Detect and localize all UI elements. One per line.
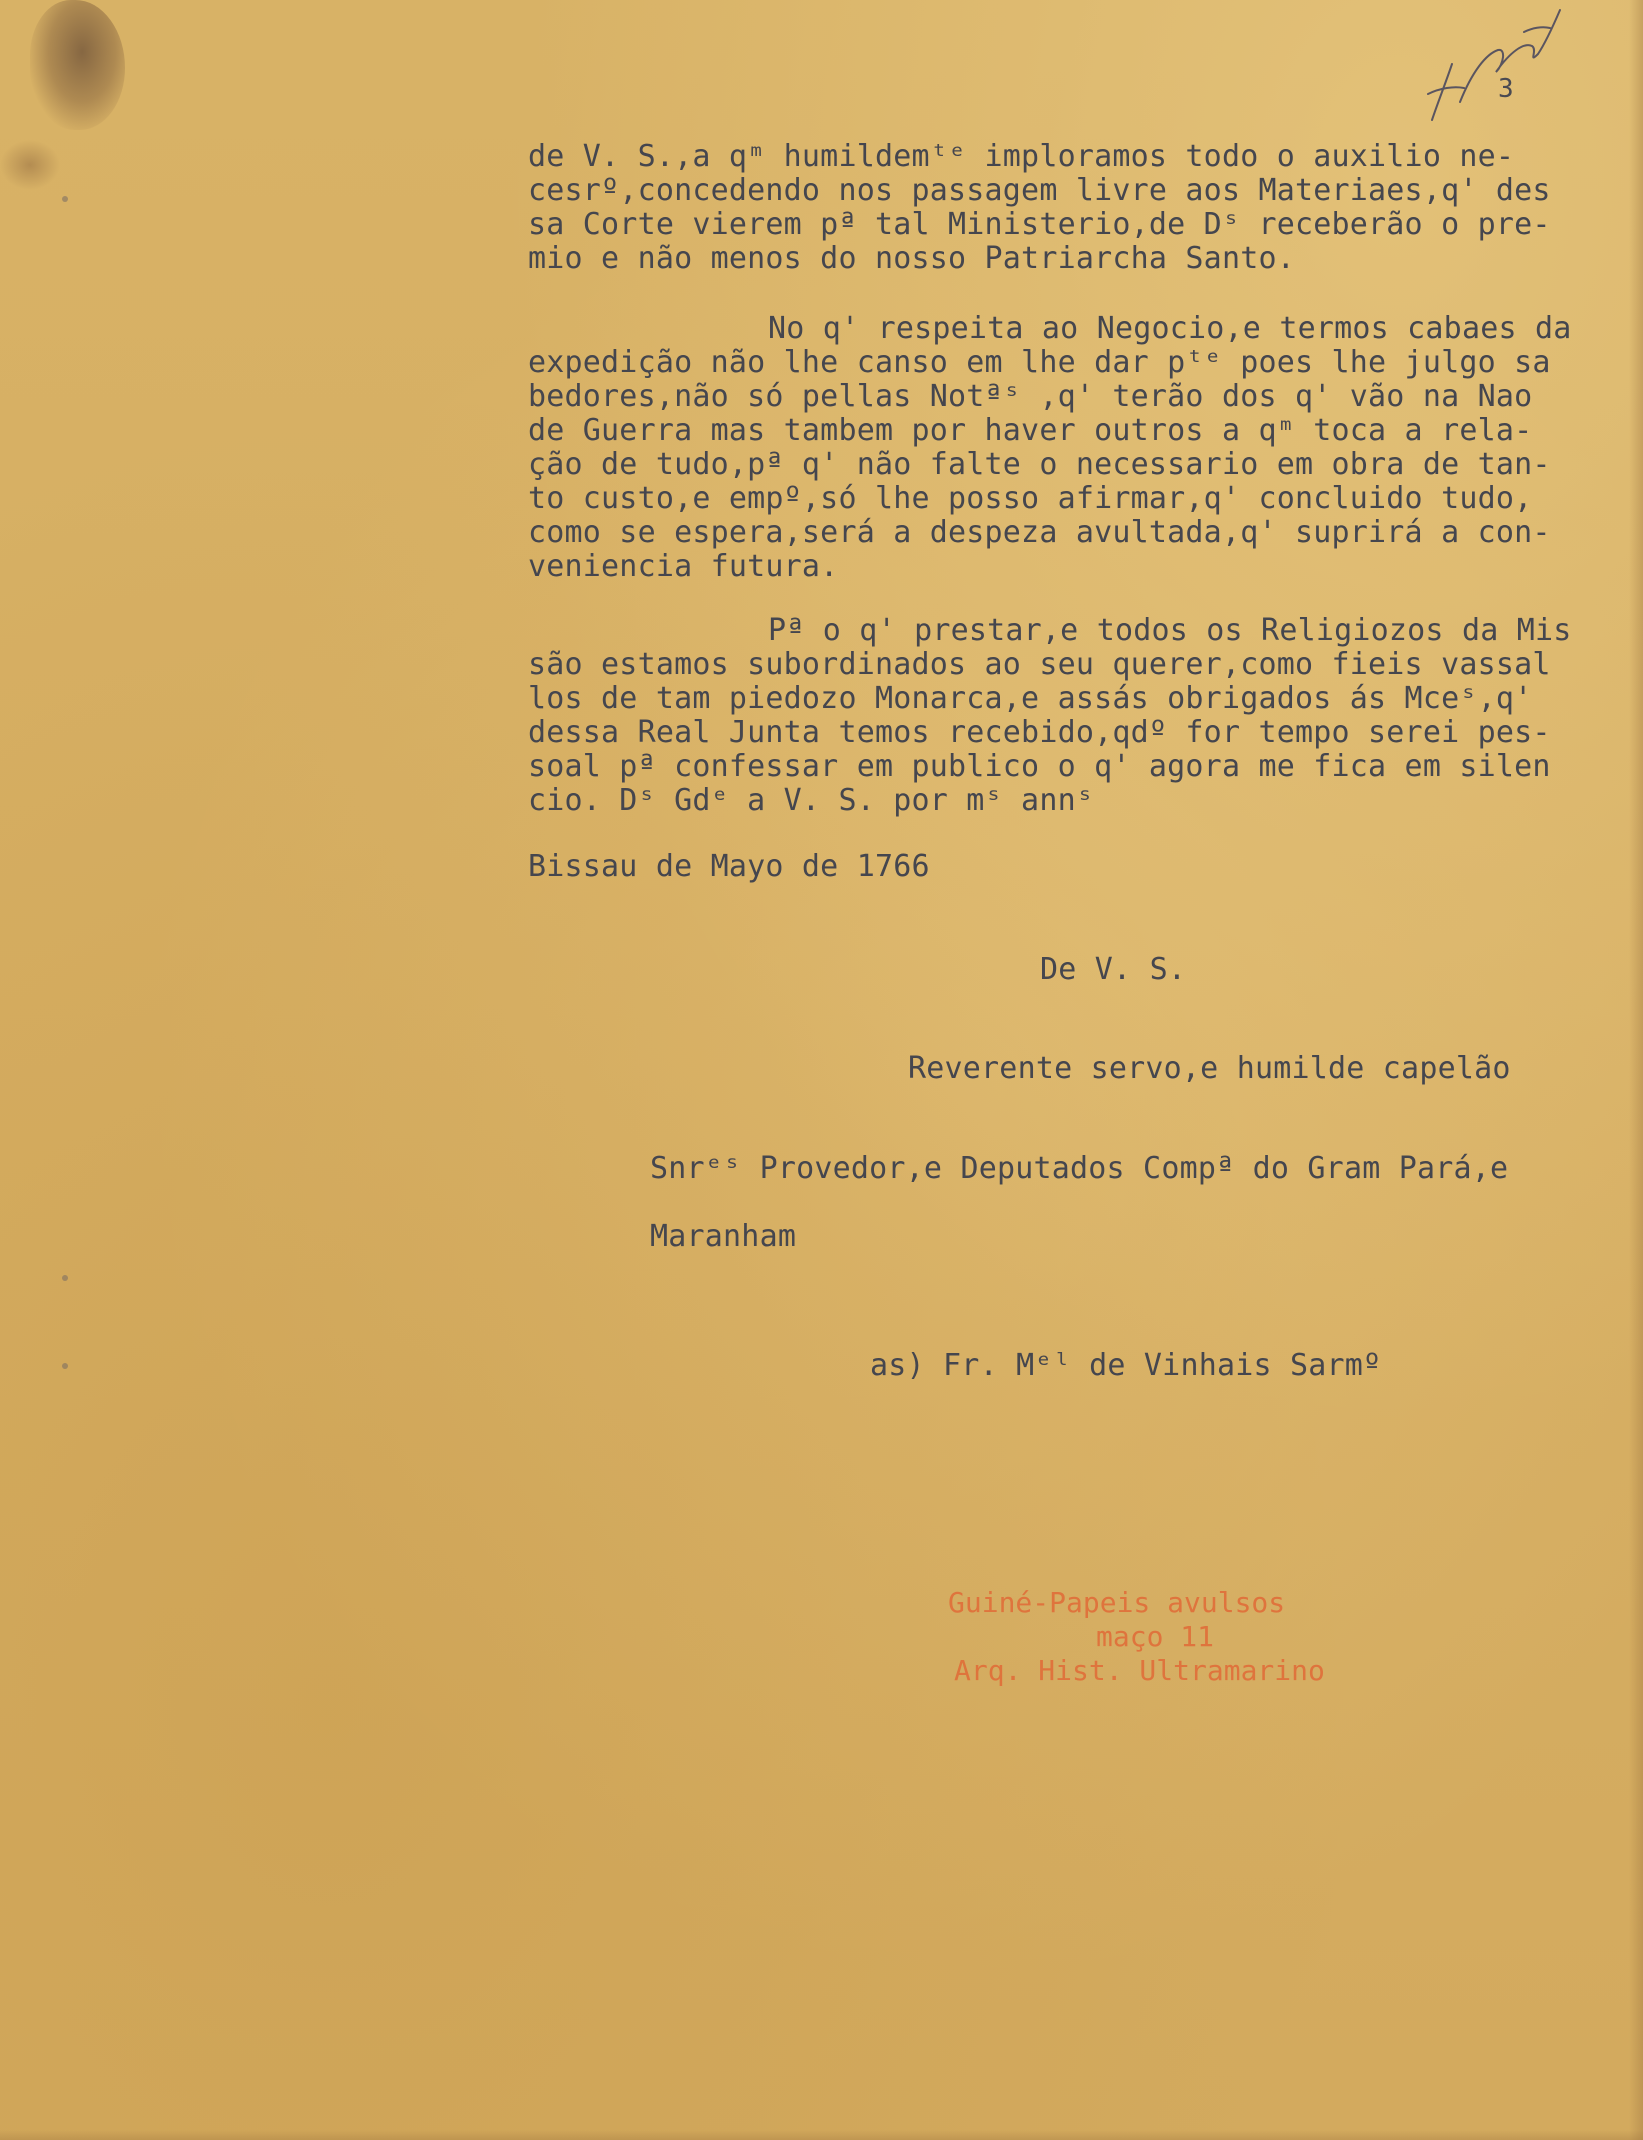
archive-stamp-line: maço 11 <box>1096 1620 1215 1653</box>
text-line: los de tam piedozo Monarca,e assás obrigados ás Mceˢ,q' <box>528 681 1533 716</box>
text-line: Pª o q' prestar,e todos os Religiozos da Mis <box>768 613 1572 648</box>
signature-line: as) Fr. Mᵉˡ de Vinhais Sarmº <box>870 1348 1382 1383</box>
addressee-line: Maranham <box>650 1219 797 1254</box>
text-line: de Guerra mas tambem por haver outros a qᵐ toca a rela- <box>528 413 1533 448</box>
letter-closing: De V. S. <box>1040 952 1187 987</box>
paper-edge-bottom <box>0 2130 1643 2140</box>
text-line: dessa Real Junta temos recebido,qdº for tempo serei pes- <box>528 715 1551 750</box>
text-line: No q' respeita ao Negocio,e termos cabaes da <box>768 311 1572 346</box>
text-line: cesrº,concedendo nos passagem livre aos Materiaes,q' des <box>528 173 1551 208</box>
servant-line: Reverente servo,e humilde capelão <box>908 1051 1511 1086</box>
text-line: bedores,não só pellas Notªˢ ,q' terão dos q' vão na Nao <box>528 379 1533 414</box>
text-line: ção de tudo,pª q' não falte o necessario em obra de tan- <box>528 447 1551 482</box>
archive-stamp-line: Guiné-Papeis avulsos <box>948 1586 1286 1619</box>
punch-hole-mark <box>62 196 68 202</box>
text-line: como se espera,será a despeza avultada,q' suprirá a con- <box>528 515 1551 550</box>
folio-number: 3 <box>1498 74 1514 104</box>
text-line: sa Corte vierem pª tal Ministerio,de Dˢ receberão o pre- <box>528 207 1551 242</box>
text-line: de V. S.,a qᵐ humildemᵗᵉ imploramos todo o auxilio ne- <box>528 139 1515 174</box>
punch-hole-mark <box>62 1275 68 1281</box>
text-line: to custo,e empº,só lhe posso afirmar,q' concluido tudo, <box>528 481 1533 516</box>
archive-stamp-line: Arq. Hist. Ultramarino <box>954 1654 1325 1687</box>
punch-hole-mark <box>62 1363 68 1369</box>
text-line: são estamos subordinados ao seu querer,como fieis vassal <box>528 647 1551 682</box>
text-line: mio e não menos do nosso Patriarcha Santo. <box>528 241 1295 276</box>
handwritten-initials <box>1420 2 1570 127</box>
addressee-line: Snrᵉˢ Provedor,e Deputados Compª do Gram Pará,e <box>650 1151 1509 1186</box>
text-line: soal pª confessar em publico o q' agora me fica em silen <box>528 749 1551 784</box>
paper-edge <box>1629 0 1643 2140</box>
paper-stain <box>30 0 125 130</box>
paper-stain-small <box>0 140 60 190</box>
text-line: veniencia futura. <box>528 549 839 584</box>
text-line: cio. Dˢ Gdᵉ a V. S. por mˢ annˢ <box>528 783 1095 818</box>
letter-date: Bissau de Mayo de 1766 <box>528 849 930 884</box>
text-line: expedição não lhe canso em lhe dar pᵗᵉ poes lhe julgo sa <box>528 345 1551 380</box>
